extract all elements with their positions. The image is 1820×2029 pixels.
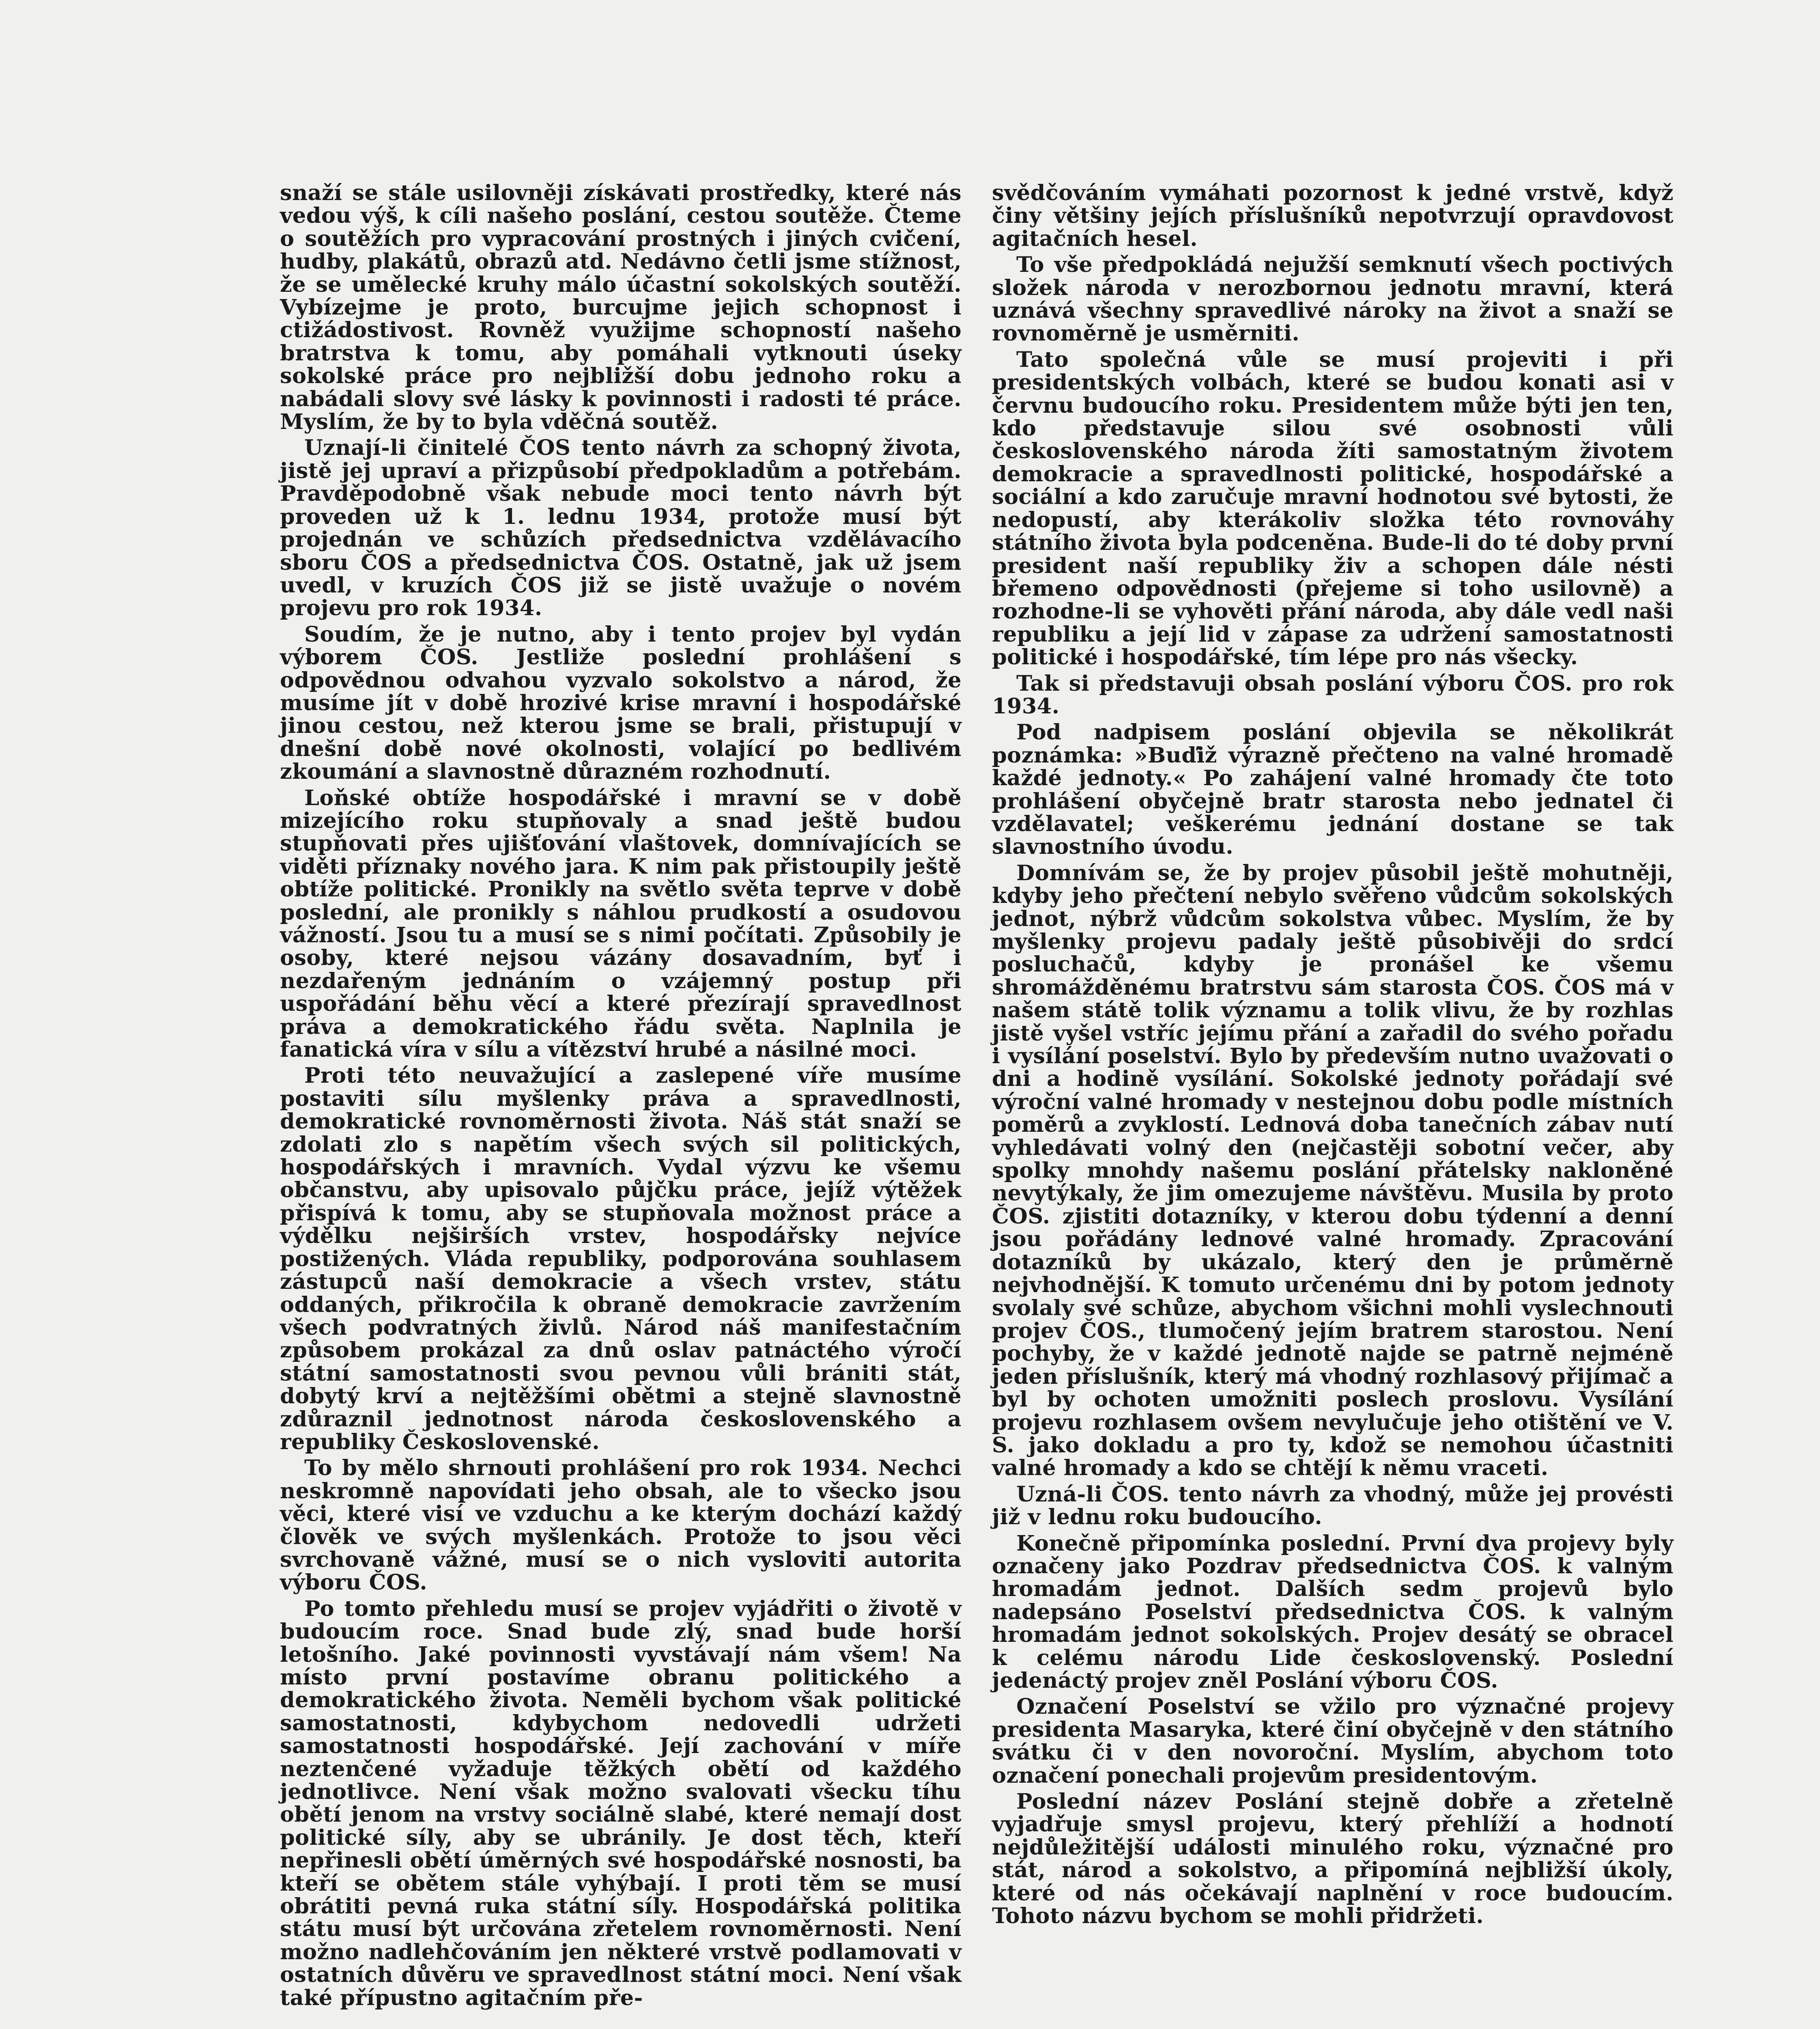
paragraph: Po tomto přehledu musí se projev vyjádřiti o životě v budoucím roce. Snad bude zlý, snad bude horší letošního. Jaké povinnosti vyvstávají nám všem! Na místo první postavíme obranu politického a demokratického života. Neměli bychom však politické samostatnosti, kdybychom nedovedli udržeti samostatnosti hospodářské. Její zachování v míře neztenčené vyžaduje těžkých obětí od každého jednotlivce. Není však možno svalovati všecku tíhu obětí jenom na vrstvy sociálně slabé, které nemají dost politické síly, aby se ubránily. Je dost těch, kteří nepřinesli obětí úměrných své hospodářské nosnosti, ba kteří se obětem stále vyhýbají. I proti těm se musí obrátiti pevná ruka státní síly. Hospodářská politika státu musí být určována zřetelem rovnoměrnosti. Není možno nadlehčováním jen některé vrstvě podlamovati v ostatních důvěru ve spravedlnost státní moci. Není však také přípustno agitačním pře- [280,1596,962,2010]
paragraph: Tato společná vůle se musí projeviti i při presidentských volbách, které se budou konati asi v červnu budoucího roku. Presidentem může býti jen ten, kdo představuje silou své osobnosti vůli československého národa žíti samostatným životem demokracie a spravedlnosti politické, hospodářské a sociální a kdo zaručuje mravní hodnotou své bytosti, že nedopustí, aby kterákoliv složka této rovnováhy státního života byla podceněna. Bude-li do té doby první president naší republiky živ a schopen dále nésti břemeno odpovědnosti (přejeme si toho usilovně) a rozhodne-li se vyhověti přání národa, aby dále vedl naši republiku a její lid v zápase za udržení samostatnosti politické i hospodářské, tím lépe pro nás všecky. [992,347,1674,670]
paragraph: To by mělo shrnouti prohlášení pro rok 1934. Nechci neskromně napovídati jeho obsah, ale to všecko jsou věci, které visí ve vzduchu a ke kterým dochází každý člověk ve svých myšlenkách. Protože to jsou věci svrchovaně vážné, musí se o nich vysloviti autorita výboru ČOS. [280,1456,962,1595]
paragraph: Konečně připomínka poslední. První dva projevy byly označeny jako Pozdrav předsednictva ČOS. k valným hromadám jednot. Dalších sedm projevů bylo nadepsáno Poselství předsednictva ČOS. k valným hromadám jednot sokolských. Projev desátý se obracel k celému národu Lide československý. Poslední jedenáctý projev zněl Poslání výboru ČOS. [992,1531,1674,1693]
paragraph: Označení Poselství se vžilo pro význačné projevy presidenta Masaryka, které činí obyčejně v den státního svátku či v den novoroční. Myslím, abychom toto označení ponechali projevům presidentovým. [992,1694,1674,1788]
paragraph: To vše předpokládá nejužší semknutí všech poctivých složek národa v nerozbornou jednotu mravní, která uznává všechny spravedlivé nároky na život a snaží se rovnoměrně je usměrniti. [992,252,1674,346]
paragraph: Pod nadpisem poslání objevila se několikrát poznámka: »Buďiž výrazně přečteno na valné hromadě každé jednoty.« Po zahájení valné hromady čte toto prohlášení obyčejně bratr starosta nebo jednatel či vzdělavatel; veškerému jednání dostane se tak slavnostního úvodu. [992,720,1674,859]
paragraph: Soudím, že je nutno, aby i tento projev byl vydán výborem ČOS. Jestliže poslední prohlášení s odpovědnou odvahou vyzvalo sokolstvo a národ, že musíme jít v době hrozivé krise mravní i hospodářské jinou cestou, než kterou jsme se brali, přistupují v dnešní době nové okolnosti, volající po bedlivém zkoumání a slavnostně důrazném rozhodnutí. [280,622,962,784]
paragraph: svědčováním vymáhati pozornost k jedné vrstvě, když činy většiny jejích příslušníků nepotvrzují opravdovost agitačních hesel. [992,181,1674,251]
paragraph: Uzná-li ČOS. tento návrh za vhodný, může jej provésti již v lednu roku budoucího. [992,1482,1674,1530]
paragraph: Poslední název Poslání stejně dobře a zřetelně vyjadřuje smysl projevu, který přehlíží a hodnotí nejdůležitější události minulého roku, význačné pro stát, národ a sokolstvo, a připomíná nejbližší úkoly, které od nás očekávají naplnění v roce budoucím. Tohoto názvu bychom se mohli přidržeti. [992,1789,1674,1929]
paragraph: Proti této neuvažující a zaslepené víře musíme postaviti sílu myšlenky práva a spravedlnosti, demokratické rovnoměrnosti života. Náš stát snaží se zdolati zlo s napětím všech svých sil politických, hospodářských i mravních. Vydal výzvu ke všemu občanstvu, aby upisovalo půjčku práce, jejíž výtěžek přispívá k tomu, aby se stupňovala možnost práce a výdělku nejširších vrstev, hospodářsky nejvíce postižených. Vláda republiky, podporována souhlasem zástupců naší demokracie a všech vrstev, státu oddaných, přikročila k obraně demokracie zavržením všech podvratných živlů. Národ náš manifestačním způsobem prokázal za dnů oslav patnáctého výročí státní samostatnosti svou pevnou vůli brániti stát, dobytý krví a nejtěžšími obětmi a stejně slavnostně zdůraznil jednotnost národa československého a republiky Československé. [280,1063,962,1454]
paragraph: snaží se stále usilovněji získávati prostředky, které nás vedou výš, k cíli našeho poslání, cestou soutěže. Čteme o soutěžích pro vypracování prostných i jiných cvičení, hudby, plakátů, obrazů atd. Nedávno četli jsme stížnost, že se umělecké kruhy málo účastní sokolských soutěží. Vybízejme je proto, burcujme jejich schopnost i ctižádostivost. Rovněž využijme schopností našeho bratrstva k tomu, aby pomáhali vytknouti úseky sokolské práce pro nejbližší dobu jednoho roku a nabádali slovy své lásky k povinnosti i radosti té práce. Myslím, že by to byla vděčná soutěž. [280,181,962,435]
paragraph: Uznají-li činitelé ČOS tento návrh za schopný života, jistě jej upraví a přizpůsobí předpokladům a potřebám. Pravděpodobně však nebude moci tento návrh být proveden už k 1. lednu 1934, protože musí být projednán ve schůzích předsednictva vzdělávacího sboru ČOS a předsednictva ČOS. Ostatně, jak už jsem uvedl, v kruzích ČOS již se jistě uvažuje o novém projevu pro rok 1934. [280,435,962,621]
paragraph: Tak si představuji obsah poslání výboru ČOS. pro rok 1934. [992,671,1674,719]
paragraph: Loňské obtíže hospodářské i mravní se v době mizejícího roku stupňovaly a snad ještě budou stupňovati přes ujišťování vlaštovek, domnívajících se viděti příznaky nového jara. K nim pak přistoupily ještě obtíže politické. Pronikly na světlo světa teprve v době poslední, ale pronikly s náhlou prudkostí a osudovou vážností. Jsou tu a musí se s nimi počítati. Způsobily je osoby, které nejsou vázány dosavadním, byť i nezdařeným jednáním o vzájemný postup při uspořádání běhu věcí a které přezírají spravedlnost práva a demokratického řádu světa. Naplnila je fanatická víra v sílu a vítězství hrubé a násilné moci. [280,785,962,1062]
left-column [280,182,962,2013]
right-column [992,182,1674,1931]
paragraph: Domnívám se, že by projev působil ještě mohutněji, kdyby jeho přečtení nebylo svěřeno vůdcům sokolských jednot, nýbrž vůdcům sokolstva vůbec. Myslím, že by myšlenky projevu padaly ještě působivěji do srdcí posluchačů, kdyby je pronášel ke všemu shromážděnému bratrstvu sám starosta ČOS. ČOS má v našem státě tolik významu a tolik vlivu, že by rozhlas jistě vyšel vstříc jejímu přání a zařadil do svého pořadu i vysílání poselství. Bylo by především nutno uvažovati o dni a hodině vysílání. Sokolské jednoty pořádají své výroční valné hromady v nestejnou dobu podle místních poměrů a zvyklostí. Lednová doba tanečních zábav nutí vyhledávati volný den (nejčastěji sobotní večer, aby spolky mnohdy našemu poslání přátelsky nakloněné nevytýkaly, že jim omezujeme návštěvu. Musila by proto ČOS. zjistiti dotazníky, v kterou dobu týdenní a denní jsou pořádány lednové valné hromady. Zpracování dotazníků by ukázalo, který den je průměrně nejvhodnější. K tomuto určenému dni by potom jednoty svolaly své schůze, abychom všichni mohli vyslechnouti projev ČOS., tlumočený jejím bratrem starostou. Není pochyby, že v každé jednotě najde se patrně nejméně jeden příslušník, který má vhodný rozhlasový přijímač a byl by ochoten umožniti poslech proslovu. Vysílání projevu rozhlasem ovšem nevylučuje jeho otištění ve V. S. jako dokladu a pro ty, kdož se nemohou účastniti valné hromady a kdo se chtějí k němu vraceti. [992,860,1674,1481]
